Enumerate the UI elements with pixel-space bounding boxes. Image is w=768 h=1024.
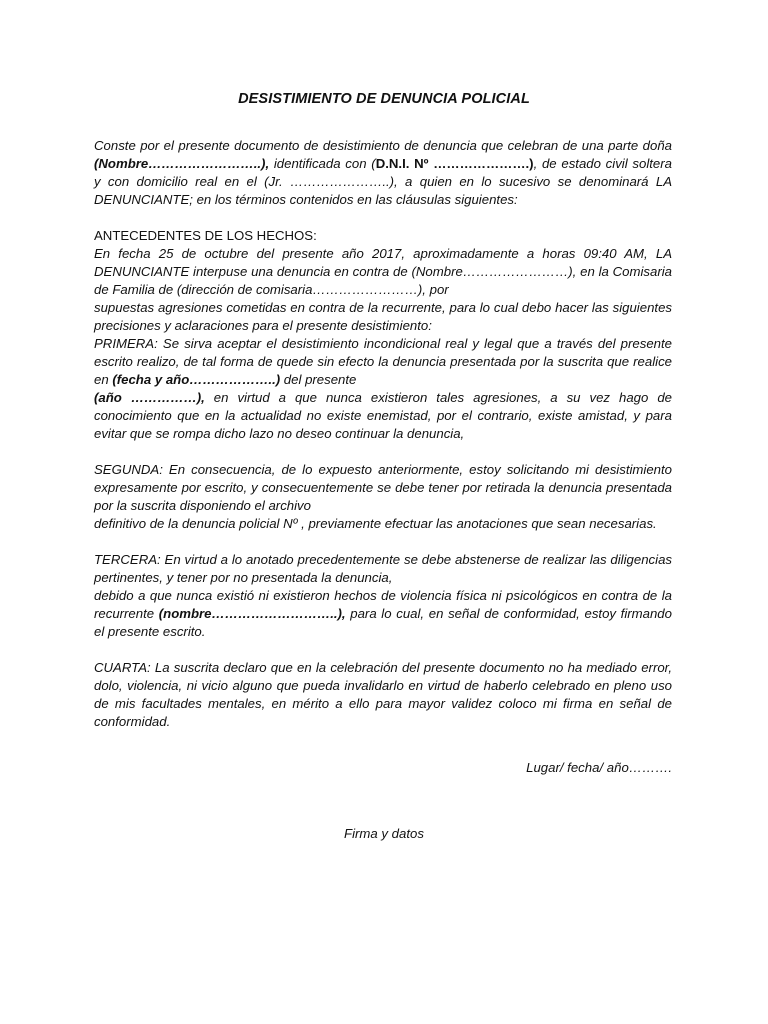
- tercera-label: TERCERA:: [94, 552, 161, 567]
- intro-paragraph: [94, 137, 672, 209]
- name-placeholder: (Nombre……………………..),: [94, 156, 270, 171]
- spacer: [94, 533, 672, 551]
- tercera-paragraph: [94, 551, 672, 587]
- spacer: [94, 443, 672, 461]
- nombre-placeholder: (nombre………………………..),: [158, 606, 346, 621]
- document-title: DESISTIMIENTO DE DENUNCIA POLICIAL: [238, 91, 530, 107]
- primera-text-2: del presente: [280, 372, 357, 387]
- dni-placeholder: D.N.I. Nº ………………….): [375, 156, 534, 171]
- spacer: [94, 641, 672, 659]
- antecedentes-paragraph-2: supuestas agresiones cometidas en contra de la recurrente, para lo cual debo hacer las siguientes precisiones y aclaraciones para el presente desistimiento:: [94, 300, 672, 333]
- spacer: [94, 209, 672, 227]
- segunda-paragraph: [94, 461, 672, 515]
- segunda-label: SEGUNDA:: [94, 462, 163, 477]
- primera-paragraph: [94, 335, 672, 389]
- cuarta-label: CUARTA:: [94, 660, 151, 675]
- primera-text-1: Se sirva aceptar el desistimiento incondicional real y legal que a través del presente escrito realizo, de tal forma de quede sin efecto la denuncia presentada por la suscrita que realice en: [94, 336, 672, 387]
- tercera-paragraph-cont: [94, 587, 672, 641]
- intro-text-1: Conste por el presente documento de desistimiento de denuncia que celebran de una parte doña: [94, 138, 672, 153]
- place-date-line: Lugar/ fecha/ año……….: [526, 760, 672, 775]
- intro-text-2: identificada con (: [269, 156, 376, 171]
- segunda-text-1: En consecuencia, de lo expuesto anteriormente, estoy solicitando mi desistimiento expresamente por escrito, y consecuentemente se debe tener por retirada la denuncia presentada por la suscrita disponiendo el archivo: [94, 462, 672, 513]
- antecedentes-paragraph-1: En fecha 25 de octubre del presente año 2017, aproximadamente a horas 09:40 AM, LA DENUNCIANTE interpuse una denuncia en contra de (Nombre……………………), en la Comisaria de Familia de (dirección de comisaria……………………), por: [94, 246, 672, 297]
- intro-text-3: , de estado civil soltera y con domicilio real en el (Jr. …………………..), a quien en lo sucesivo se denominará LA DENUNCIANTE; en los términos contenidos en las cláusulas siguientes:: [94, 156, 672, 207]
- antecedentes-heading: ANTECEDENTES DE LOS HECHOS:: [94, 228, 317, 243]
- document-body: [94, 137, 672, 731]
- anio-placeholder: (año ……………),: [94, 390, 205, 405]
- primera-text-3: en virtud a que nunca existieron tales agresiones, a su vez hago de conocimiento que en la actualidad no existe enemistad, por el contrario, existe amistad, y para evitar que se rompa dicho lazo no deseo continuar la denuncia,: [94, 390, 672, 441]
- segunda-paragraph-cont: definitivo de la denuncia policial Nº , previamente efectuar las anotaciones que sean necesarias.: [94, 516, 657, 531]
- primera-paragraph-cont: [94, 389, 672, 443]
- primera-label: PRIMERA:: [94, 336, 158, 351]
- tercera-text-3: para lo cual, en señal de conformidad, estoy firmando el presente escrito.: [94, 606, 672, 639]
- cuarta-text-1: La suscrita declaro que en la celebración del presente documento no ha mediado error, dolo, violencia, ni vicio alguno que pueda invalidarlo en virtud de haberlo celebrado en pleno uso de mis facultades mentales, en mérito a ello para mayor validez coloco mi firma en señal de conformidad.: [94, 660, 672, 729]
- fecha-placeholder: (fecha y año………………..): [112, 372, 281, 387]
- cuarta-paragraph: [94, 659, 672, 731]
- tercera-text-1: En virtud a lo anotado precedentemente se debe abstenerse de realizar las diligencias pertinentes, y tener por no presentada la denuncia,: [94, 552, 672, 585]
- signature-line: Firma y datos: [344, 826, 424, 841]
- tercera-text-2: debido a que nunca existió ni existieron hechos de violencia física ni psicológicos en contra de la recurrente: [94, 588, 672, 621]
